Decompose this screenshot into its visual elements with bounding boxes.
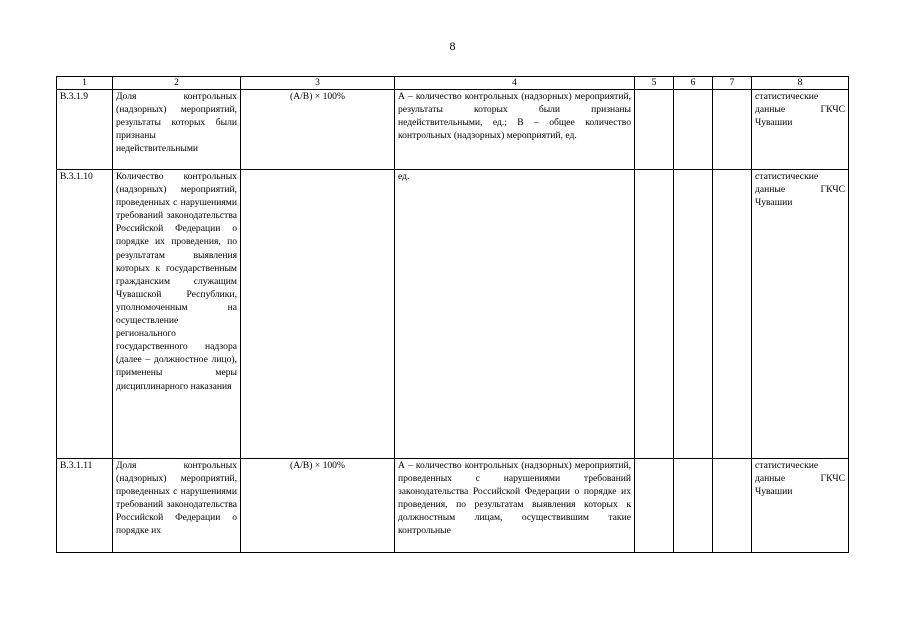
indicator-name: Количество контрольных (надзорных) мероприятий, проведенных с нарушениями требований законодательства Российской Федерации о порядке их проведения, по результатам выявления которых к государственным гражданским служащим Чувашской Республики, уполномоченным на осуществление регионального государственного надзора (далее – должностное лицо), применены меры дисциплинарного наказания: [113, 170, 241, 459]
indicators-table: [56, 76, 849, 553]
indicator-col7: [713, 170, 752, 459]
indicator-col7: [713, 459, 752, 553]
header-col-1: 1: [57, 77, 113, 90]
header-col-7: 7: [713, 77, 752, 90]
header-col-5: 5: [635, 77, 674, 90]
indicator-source: статистические данные ГКЧС Чувашии: [752, 170, 849, 459]
indicator-formula: [241, 170, 395, 459]
indicator-source: статистические данные ГКЧС Чувашии: [752, 90, 849, 170]
indicator-notes-text: А – количество контрольных (надзорных) мероприятий, проведенных с нарушениями требований законодательства Российской Федерации о порядке их проведения, по результатам выявления которых к должностным лицам, осуществившим такие контрольные: [398, 460, 631, 537]
header-row: [57, 77, 849, 90]
indicator-col5: [635, 170, 674, 459]
header-col-3: 3: [241, 77, 395, 90]
indicator-name: Доля контрольных (надзорных) мероприятий, результаты которых были признаны недействительными: [113, 90, 241, 170]
indicator-formula: (А/В) × 100%: [241, 459, 395, 553]
indicator-formula: (А/В) × 100%: [241, 90, 395, 170]
table-row: [57, 459, 849, 553]
indicator-notes: [395, 459, 635, 553]
indicator-name-text: Доля контрольных (надзорных) мероприятий, проведенных с нарушениями требований законодательства Российской Федерации о порядке их: [116, 460, 237, 537]
header-col-2: 2: [113, 77, 241, 90]
indicator-col6: [674, 90, 713, 170]
indicator-col5: [635, 459, 674, 553]
header-col-4: 4: [395, 77, 635, 90]
table-row: [57, 90, 849, 170]
indicator-notes: А – количество контрольных (надзорных) мероприятий, результаты которых были признаны недействительными, ед.; В – общее количество контрольных (надзорных) мероприятий, ед.: [395, 90, 635, 170]
header-col-8: 8: [752, 77, 849, 90]
indicator-notes: ед.: [395, 170, 635, 459]
indicator-code: В.3.1.9: [57, 90, 113, 170]
page-number: 8: [449, 39, 456, 53]
indicator-col6: [674, 459, 713, 553]
header-col-6: 6: [674, 77, 713, 90]
indicator-code: В.3.1.10: [57, 170, 113, 459]
indicator-col6: [674, 170, 713, 459]
indicator-col7: [713, 90, 752, 170]
indicator-name: [113, 459, 241, 553]
indicator-source: статистические данные ГКЧС Чувашии: [752, 459, 849, 553]
indicator-col5: [635, 90, 674, 170]
indicator-code: В.3.1.11: [57, 459, 113, 553]
table-row: [57, 170, 849, 459]
